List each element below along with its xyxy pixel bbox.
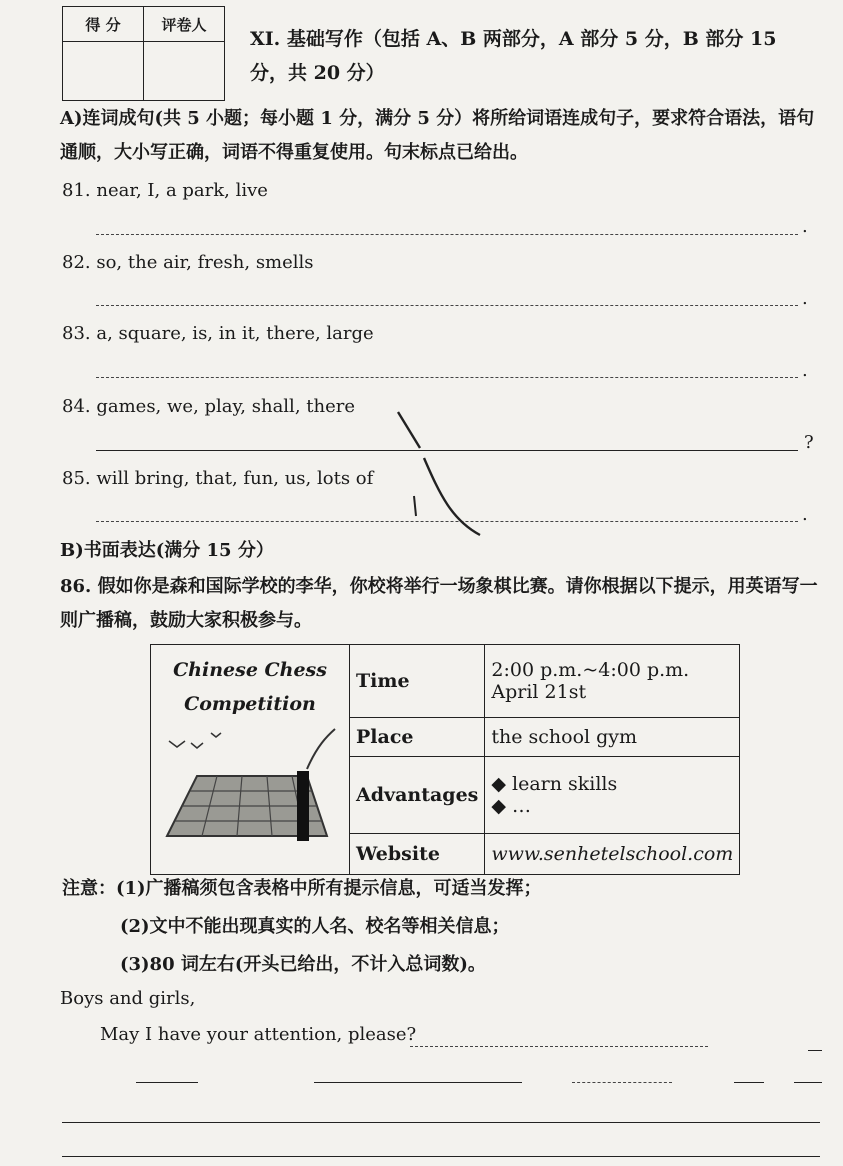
part-b-heading: B)书面表达(满分 15 分） <box>60 540 274 561</box>
competition-info-table <box>150 644 740 875</box>
question-82: 82. so, the air, fresh, smells <box>62 252 314 273</box>
question-84: 84. games, we, play, shall, there <box>62 396 355 417</box>
punct-84: ? <box>804 432 814 453</box>
time-value <box>485 645 740 718</box>
chess-image-cell <box>151 645 350 875</box>
writing-line-3[interactable] <box>62 1122 820 1123</box>
part-b-prompt: 86. 假如你是森和国际学校的李华，你校将举行一场象棋比赛。请你根据以下提示，用英语写一则广播稿，鼓励大家积极参与。 <box>60 576 818 631</box>
writing-line-2b[interactable] <box>314 1082 522 1083</box>
website-value: www.senhetelschool.com <box>485 834 740 875</box>
note-2: (2)文中不能出现真实的人名、校名等相关信息； <box>120 916 510 937</box>
punct-85: . <box>802 504 808 525</box>
place-label: Place <box>350 718 485 757</box>
score-box <box>62 6 225 101</box>
note-1: 注意：(1)广播稿须包含表格中所有提示信息，可适当发挥； <box>62 878 542 899</box>
website-label: Website <box>350 834 485 875</box>
punct-81: . <box>802 216 808 237</box>
place-value: the school gym <box>485 718 740 757</box>
writing-line-4[interactable] <box>62 1156 820 1157</box>
section-title: XI. 基础写作（包括 A、B 两部分，A 部分 5 分，B 部分 15 分，共 20 分） <box>250 28 777 84</box>
time-value-hours: 2:00 p.m.~4:00 p.m. <box>491 659 690 681</box>
writing-line-1-end <box>808 1050 822 1051</box>
note-3: (3)80 词左右(开头已给出，不计入总词数)。 <box>120 954 486 975</box>
score-cell[interactable] <box>63 42 144 101</box>
punct-83: . <box>802 360 808 381</box>
pen-stroke-mark <box>380 400 500 545</box>
advantages-value <box>485 757 740 834</box>
question-81: 81. near, I, a park, live <box>62 180 268 201</box>
grader-cell[interactable] <box>144 42 225 101</box>
time-value-date: April 21st <box>491 681 587 703</box>
punct-82: . <box>802 288 808 309</box>
greeting: Boys and girls, <box>60 988 196 1009</box>
advantages-label: Advantages <box>350 757 485 834</box>
part-a-instructions: A)连词成句(共 5 小题；每小题 1 分，满分 5 分）将所给词语连成句子，要求符合语法，语句通顺，大小写正确，词语不得重复使用。句末标点已给出。 <box>60 108 815 163</box>
answer-line-83[interactable] <box>96 377 798 378</box>
chess-board-illustration <box>157 721 337 851</box>
writing-line-2c[interactable] <box>572 1082 672 1083</box>
question-85: 85. will bring, that, fun, us, lots of <box>62 468 374 489</box>
writing-line-2e[interactable] <box>794 1082 822 1083</box>
question-83: 83. a, square, is, in it, there, large <box>62 323 374 344</box>
score-label: 得 分 <box>63 7 144 42</box>
writing-line-2d[interactable] <box>734 1082 764 1083</box>
advantage-item-1: ◆ learn skills <box>491 773 618 795</box>
chess-image-title: Chinese Chess Competition <box>173 659 327 715</box>
advantage-item-2: ◆ … <box>491 795 532 817</box>
grader-label: 评卷人 <box>144 7 225 42</box>
answer-line-82[interactable] <box>96 305 798 306</box>
opening-sentence: May I have your attention, please? <box>100 1024 417 1045</box>
writing-line-2a[interactable] <box>136 1082 198 1083</box>
time-label: Time <box>350 645 485 718</box>
answer-line-81[interactable] <box>96 234 798 235</box>
writing-line-1[interactable] <box>410 1046 708 1047</box>
